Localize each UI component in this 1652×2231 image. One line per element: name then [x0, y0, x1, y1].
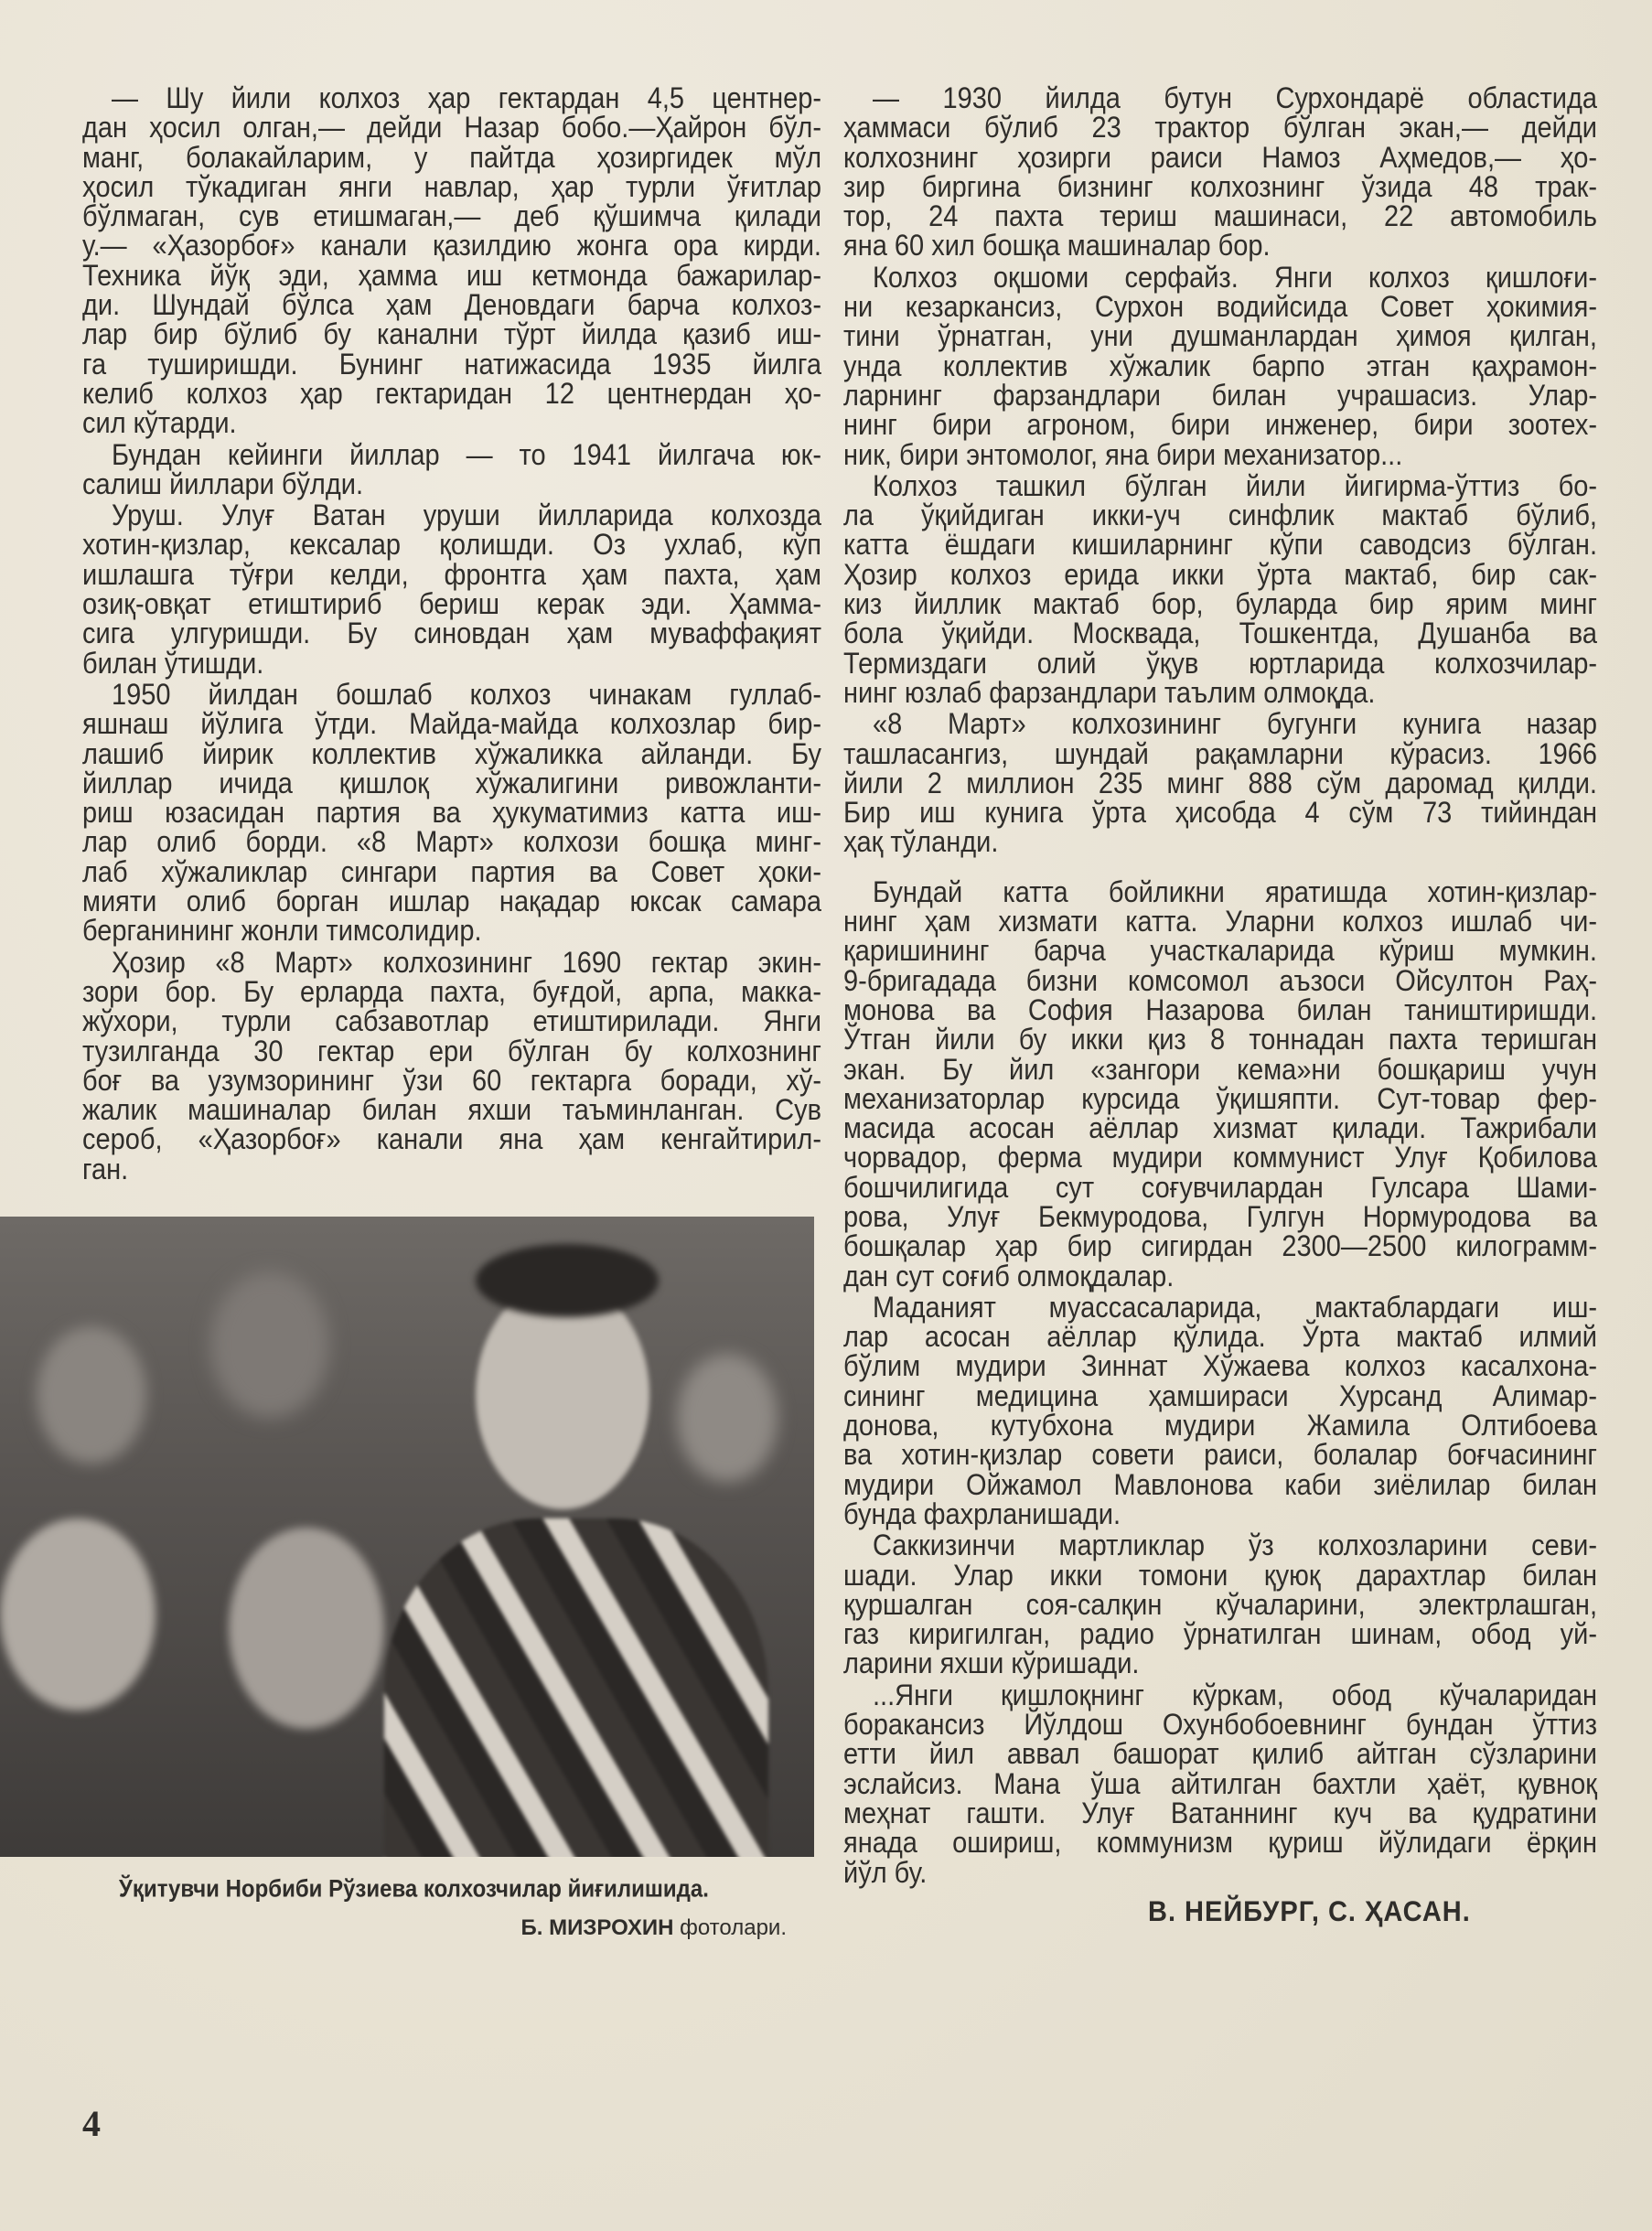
text-line: у.— «Ҳазорбоғ» канали қазилдию жонга ора кирди.: [82, 230, 821, 263]
text-line: Бундай катта бойликни яратишда хотин-қизлар-: [873, 875, 1597, 909]
text-line: Колхоз ташкил бўлган йили йигирма-ўттиз бо-: [873, 469, 1597, 503]
text-line: лашиб йирик коллектив хўжаликка айланди. Бу: [82, 737, 821, 771]
text-line: бўлим мудири Зиннат Хўжаева колхоз касалхона-: [843, 1350, 1597, 1384]
text-line: йўл бу.: [843, 1856, 928, 1890]
text-line: ҳосил тўкадиган янги навлар, ҳар турли ўғитлар: [82, 170, 821, 204]
text-line: нинг бири агроном, бири инженер, бири зоотех-: [843, 409, 1597, 443]
text-line: нинг ҳам хизмати катта. Уларни колхоз ишлаб чи-: [843, 906, 1597, 939]
text-line: бола ўқийди. Москвада, Тошкентда, Душанба ва: [843, 617, 1597, 651]
paragraph: [843, 875, 1597, 1293]
text-line: ҳаммаси бўлиб 23 трактор бўлган экан,— дейди: [843, 112, 1597, 145]
text-line: берганининг жонли тимсолидир.: [82, 915, 482, 949]
text-line: манг, болакайларим, у пайтда ҳозиргидек мўл: [82, 141, 821, 175]
text-line: Ҳозир «8 Март» колхозининг 1690 гектар экин-: [112, 946, 821, 980]
text-line: масида асосан аёллар хизмат қилади. Тажрибали: [843, 1112, 1597, 1145]
text-line: ва хотин-қизлар совети раиси, болалар боғчасининг: [843, 1439, 1597, 1473]
text-line: Уруш. Улуғ Ватан уруши йилларида колхозда: [112, 499, 821, 533]
text-line: зори бор. Бу ерларда пахта, буғдой, арпа, макка-: [82, 975, 821, 1009]
text-line: билан ўтишди.: [82, 647, 264, 681]
photo-credit: [119, 1915, 823, 1941]
text-line: яшнаш йўлига ўтди. Майда-майда колхозлар бир-: [82, 708, 821, 742]
text-line: лар бир бўлиб бу канални тўрт йилда қазиб иш-: [82, 318, 821, 352]
text-line: мудири Ойжамол Мавлонова каби зиёлилар билан: [843, 1468, 1597, 1502]
text-line: қаришининг барча участкаларида кўриш мумкин.: [843, 935, 1597, 969]
text-line: Саккизинчи мартликлар ўз колхозларини севи-: [873, 1529, 1597, 1563]
paragraph: [843, 1531, 1597, 1679]
text-line: етти йил аввал башорат қилиб айтган сўзларини: [843, 1738, 1597, 1772]
text-line: дан сут соғиб олмоқдалар.: [843, 1260, 1175, 1293]
author-signature: В. НЕЙБУРГ, С. ҲАСАН.: [1148, 1895, 1471, 1928]
text-line: катта ёшдаги кишиларнинг кўпи саводсиз бўлган.: [843, 529, 1597, 563]
text-line: «8 Март» колхозининг бугунги кунига назар: [873, 708, 1597, 742]
text-line: лар асосан аёллар қўлида. Ўрта мактаб илмий: [843, 1321, 1597, 1355]
text-line: Бундан кейинги йиллар — то 1941 йилгача юк-: [112, 438, 821, 472]
text-line: газ киригилган, радио ўрнатилган шинам, обод уй-: [843, 1618, 1597, 1652]
text-line: га туширишди. Бунинг натижасида 1935 йилга: [82, 348, 821, 381]
photo-teacher-at-meeting: [0, 1217, 814, 1857]
text-line: тини ўрнатган, уни душманлардан ҳимоя қилган,: [843, 320, 1597, 354]
paragraph: [843, 1293, 1597, 1529]
text-line: сига улгуришди. Бу синовдан ҳам муваффақият: [82, 617, 821, 651]
text-line: Ҳозир колхоз ерида икки ўрта мактаб, бир сак-: [843, 558, 1597, 592]
paragraph: [843, 469, 1597, 710]
text-line: йили 2 миллион 235 минг 888 сўм даромад қилди.: [843, 767, 1597, 800]
text-line: — Шу йили колхоз ҳар гектардан 4,5 центнер-: [112, 82, 821, 115]
text-line: ҳақ тўланди.: [843, 826, 999, 860]
paragraph: [82, 501, 821, 679]
text-line: механизаторлар курсида ўқишяпти. Сут-товар фер-: [843, 1082, 1597, 1116]
paragraph: [82, 438, 821, 501]
text-line: — 1930 йилда бутун Сурхондарё областида: [873, 82, 1597, 115]
text-line: Маданият муассасаларида, мактаблардаги иш-: [873, 1291, 1597, 1325]
paragraph: [82, 84, 821, 439]
text-line: риш юзасидан партия ва ҳукуматимиз катта иш-: [82, 797, 821, 831]
photo-figure: [229, 1528, 384, 1729]
paragraph: [82, 678, 821, 949]
text-line: ташласангиз, шундай рақамларни кўрасиз. 1966: [843, 737, 1597, 771]
photo-figure: [677, 1354, 778, 1482]
text-line: тор, 24 пахта териш машинаси, 22 автомобиль: [843, 200, 1597, 234]
text-line: боғ ва узумзорининг ўзи 60 гектарга боради, хў-: [82, 1064, 821, 1098]
text-line: бошқалар ҳар бир сигирдан 2300—2500 килограмм-: [843, 1230, 1597, 1264]
text-line: ган.: [82, 1153, 129, 1186]
paragraph: [843, 84, 1597, 262]
text-line: жўхори, турли сабзавотлар етиштирилади. Янги: [82, 1005, 821, 1039]
text-line: сил кўтарди.: [82, 407, 237, 441]
text-line: 9-бригадада бизни комсомол аъзоси Ойсултон Раҳ-: [843, 964, 1597, 998]
text-line: Бир иш кунига ўрта ҳисобда 4 сўм 73 тийиндан: [843, 797, 1597, 831]
text-line: ишлашга тўғри келди, фронтга ҳам пахта, ҳам: [82, 558, 821, 592]
photo-figure: [37, 1326, 146, 1464]
caption-text: Ўқитувчи Норбиби Рўзиева колхозчилар йиғилишида.: [119, 1875, 709, 1904]
text-line: дан ҳосил олган,— дейди Назар бобо.—Ҳайрон бўл-: [82, 112, 821, 145]
text-line: мияти олиб борган ишлар нақадар юксак самара: [82, 885, 821, 918]
text-line: лаб хўжаликлар сингари партия ва Совет ҳоки-: [82, 855, 821, 889]
text-line: Ўтган йили бу икки қиз 8 тоннадан пахта теришган: [843, 1024, 1597, 1057]
photo-figure: [384, 1518, 768, 1857]
text-line: Термиздаги олий ўқув юртларида колхозчилар-: [843, 647, 1597, 681]
text-line: сероб, «Ҳазорбоғ» канали яна ҳам кенгайтирил-: [82, 1123, 821, 1157]
text-line: лар олиб борди. «8 Март» колхози бошқа минг-: [82, 826, 821, 860]
photographer-name: Б. МИЗРОХИН: [520, 1915, 674, 1940]
text-line: зир биргина бизнинг колхознинг ўзида 48 трак-: [843, 170, 1597, 204]
paragraph: [843, 1681, 1597, 1888]
text-line: хотин-қизлар, кексалар қолишди. Оз ухлаб, кўп: [82, 529, 821, 563]
paragraph: [843, 263, 1597, 470]
left-text-column: [82, 84, 821, 1186]
text-line: экан. Бу йил «зангори кема»ни бошқариш учун: [843, 1053, 1597, 1087]
photo-figure: [0, 1518, 156, 1711]
text-line: ларнинг фарзандлари билан учрашасиз. Улар-: [843, 380, 1597, 413]
text-line: колхознинг ҳозирги раиси Намоз Аҳмедов,— ҳо-: [843, 141, 1597, 175]
photo-figure: [210, 1271, 329, 1418]
text-line: нинг юзлаб фарзандлари таълим олмоқда.: [843, 676, 1376, 710]
text-line: бунда фахрланишади.: [843, 1498, 1121, 1531]
text-line: бўлмаган, сув етишмаган,— деб қўшимча қилади: [82, 200, 821, 234]
text-line: шади. Улар икки томони қуюқ дарахтлар билан: [843, 1559, 1597, 1593]
text-line: салиш йиллари бўлди.: [82, 467, 364, 501]
text-line: чорвадор, ферма мудири коммунист Улуғ Қобилова: [843, 1142, 1597, 1175]
text-line: унда коллектив хўжалик барпо этган қаҳрамон-: [843, 349, 1597, 383]
text-line: янада ошириш, коммунизм қуриш йўлидаги ёрқин: [843, 1827, 1597, 1861]
text-line: сининг медицина ҳамшираси Хурсанд Алимар-: [843, 1379, 1597, 1413]
text-line: қуршалган соя-салқин кўчаларини, электрлашган,: [843, 1588, 1597, 1622]
photo-caption: [119, 1877, 823, 1941]
text-line: киз йиллик мактаб бор, буларда бир ярим минг: [843, 588, 1597, 621]
text-line: ник, бири энтомолог, яна бири механизатор...: [843, 438, 1403, 472]
text-line: озиқ-овқат етиштириб бериш керак эди. Ҳамма-: [82, 588, 821, 621]
text-line: монова ва София Назарова билан таништиришди.: [843, 993, 1597, 1027]
photo-figure: [476, 1244, 659, 1317]
text-line: яна 60 хил бошқа машиналар бор.: [843, 230, 1271, 263]
page-number: 4: [82, 2103, 101, 2144]
text-line: ни кезаркансиз, Сурхон водийсида Совет ҳокимия-: [843, 291, 1597, 324]
text-line: 1950 йилдан бошлаб колхоз чинакам гуллаб-: [112, 678, 821, 712]
text-line: эслайсиз. Мана ўша айтилган бахтли ҳаёт, қувноқ: [843, 1767, 1597, 1801]
text-line: келиб колхоз ҳар гектаридан 12 центнердан ҳо-: [82, 378, 821, 411]
text-line: ...Янги қишлоқнинг кўркам, обод кўчаларидан: [873, 1679, 1597, 1712]
text-line: ди. Шундай бўлса ҳам Деновдаги барча колхоз-: [82, 289, 821, 322]
text-line: донова, кутубхона мудири Жамила Олтибоева: [843, 1410, 1597, 1443]
right-text-column: [843, 84, 1597, 1890]
text-line: боракансиз Йўлдош Охунбобоевнинг бундан ўттиз: [843, 1709, 1597, 1742]
text-line: ла ўқийдиган икки-уч синфлик мактаб бўлиб,: [843, 499, 1597, 533]
text-line: тузилганда 30 гектар ери бўлган бу колхознинг: [82, 1035, 821, 1068]
text-line: меҳнат гашти. Улуғ Ватаннинг куч ва қудратини: [843, 1797, 1597, 1830]
text-line: Техника йўқ эди, ҳамма иш кетмонда бажарилар-: [82, 259, 821, 293]
text-line: бошчилигида сут соғувчилардан Гулсара Шами-: [843, 1171, 1597, 1205]
paragraph: [82, 946, 821, 1186]
text-line: рова, Улуғ Бекмуродова, Гулгун Нормуродова ва: [843, 1201, 1597, 1234]
text-line: Колхоз оқшоми серфайз. Янги колхоз қишлоғи-: [873, 261, 1597, 295]
text-line: жалик машиналар билан яхши таъминланган. Сув: [82, 1094, 821, 1127]
paragraph: [843, 708, 1597, 860]
text-line: ларини яхши кўришади.: [843, 1647, 1140, 1681]
photographer-suffix: фотолари.: [680, 1915, 787, 1940]
text-line: йиллар ичида қишлоқ хўжалигини ривожланти-: [82, 767, 821, 800]
